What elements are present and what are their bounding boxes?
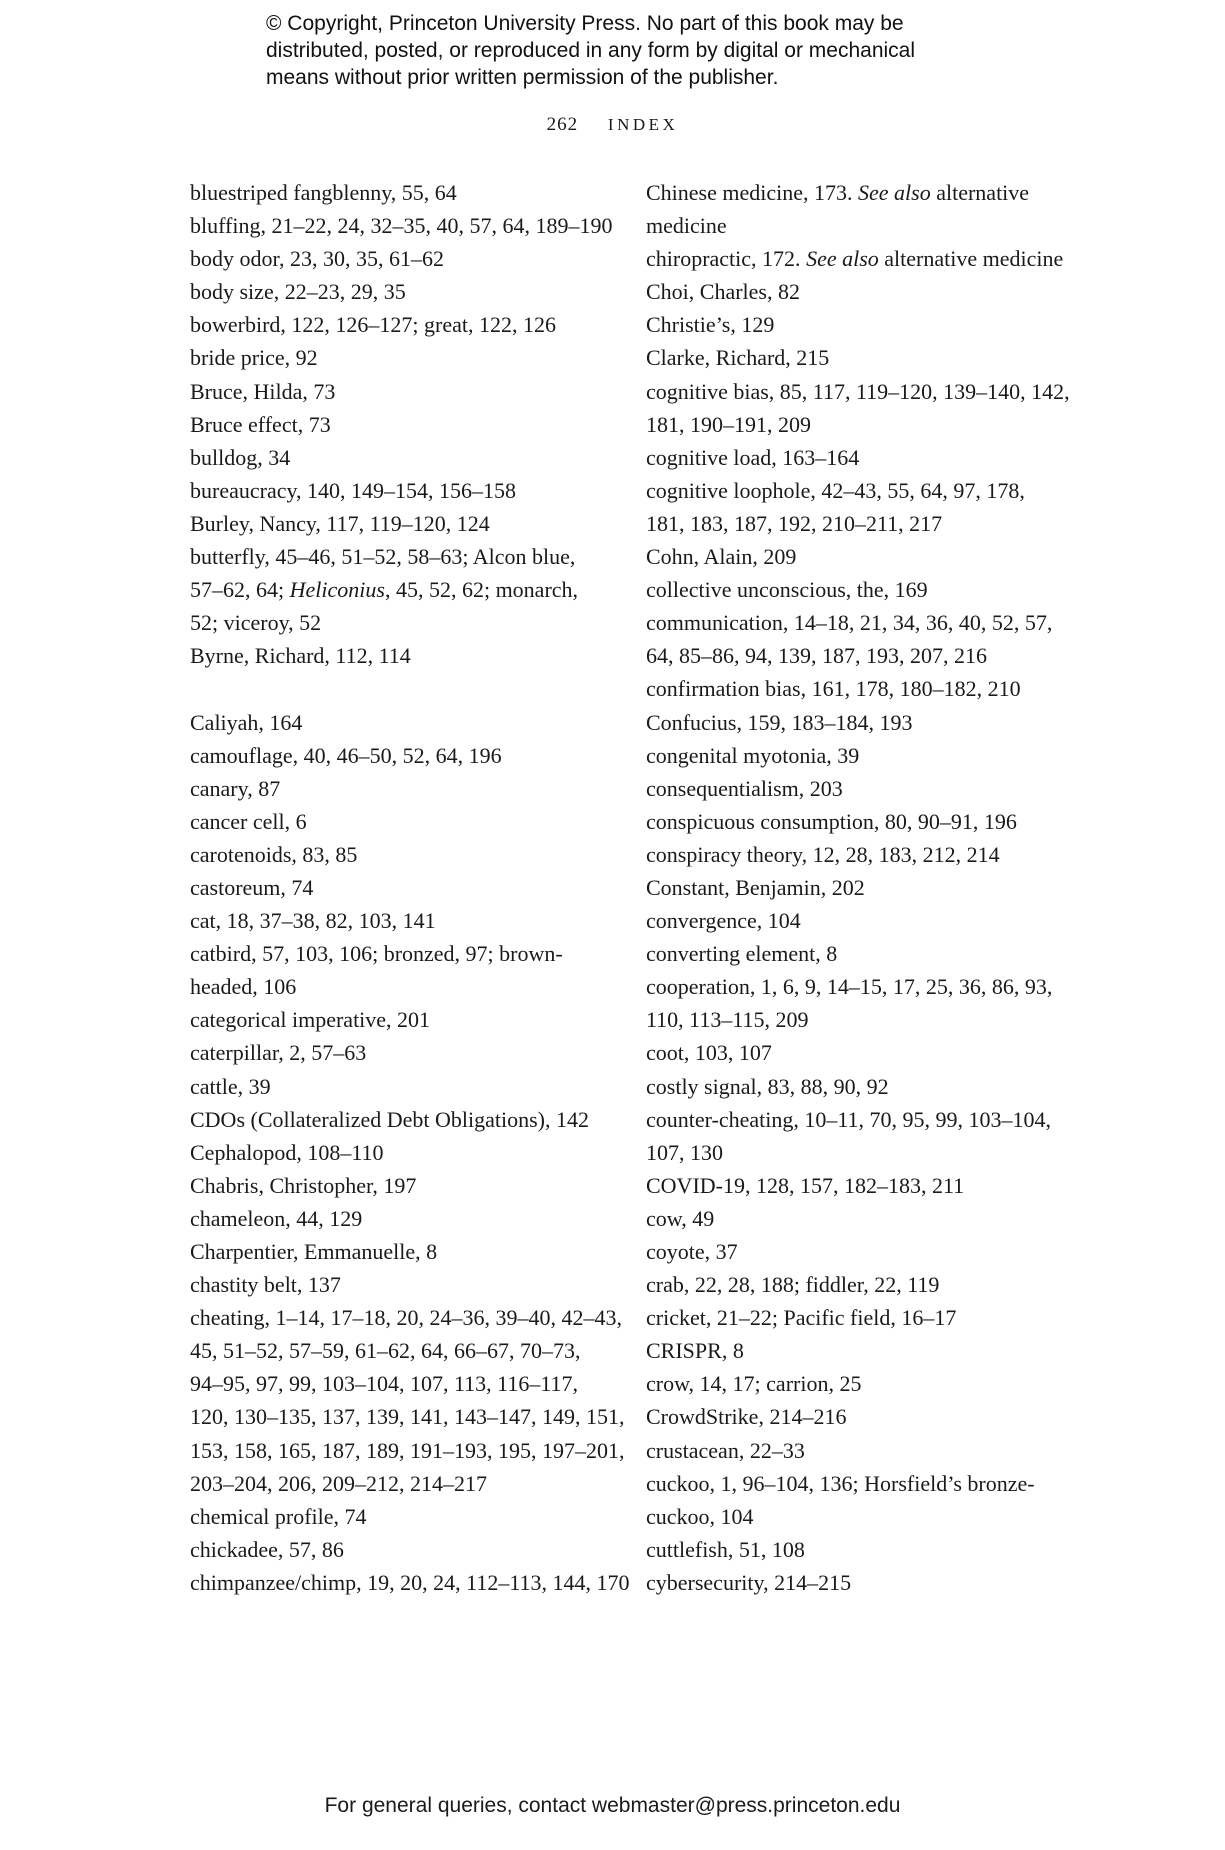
index-entry [190, 308, 610, 341]
index-entry [646, 573, 1066, 606]
index-entry-line: collective unconscious, the, 169 [646, 577, 928, 603]
index-entry-line: cybersecurity, 214–215 [646, 1569, 852, 1595]
index-entry [646, 1235, 1066, 1268]
italic-term: See also [806, 246, 879, 272]
index-entry-line: canary, 87 [190, 775, 281, 801]
index-entry-line: Constant, Benjamin, 202 [646, 874, 865, 900]
index-entry [646, 970, 1066, 1036]
index-entry [646, 474, 1066, 540]
index-entry-line: chiropractic, 172. See also alternative medicine [646, 246, 1064, 272]
index-entry-line: Byrne, Richard, 112, 114 [190, 643, 411, 669]
index-entry-line: confirmation bias, 161, 178, 180–182, 210 [646, 676, 1021, 702]
index-entry-line: chameleon, 44, 129 [190, 1205, 363, 1231]
index-entry-line: cognitive bias, 85, 117, 119–120, 139–140, 142, [646, 378, 1070, 404]
italic-term: Heliconius [289, 577, 385, 603]
index-entry-line: cheating, 1–14, 17–18, 20, 24–36, 39–40, 42–43, [190, 1305, 623, 1331]
index-entry [646, 1533, 1066, 1566]
index-entry-line: chimpanzee/chimp, 19, 20, 24, 112–113, 144, 170 [190, 1569, 630, 1595]
index-entry-line: Caliyah, 164 [190, 709, 303, 735]
index-entry-line: camouflage, 40, 46–50, 52, 64, 196 [190, 742, 502, 768]
index-entry [646, 375, 1070, 441]
index-column-left [190, 176, 630, 1599]
index-entry-line: Bruce effect, 73 [190, 411, 331, 437]
index-entry [190, 805, 610, 838]
index-entry-line: CrowdStrike, 214–216 [646, 1404, 847, 1430]
index-entry-line: carotenoids, 83, 85 [190, 841, 358, 867]
index-entry-line: bluffing, 21–22, 24, 32–35, 40, 57, 64, 189–190 [190, 213, 613, 239]
index-entry-line: crustacean, 22–33 [646, 1437, 805, 1463]
index-entry [190, 904, 610, 937]
index-entry-line: Confucius, 159, 183–184, 193 [646, 709, 913, 735]
index-entry-line: Christie’s, 129 [646, 312, 775, 338]
index-entry [190, 1070, 610, 1103]
index-entry-line: convergence, 104 [646, 908, 801, 934]
index-entry-line: 45, 51–52, 57–59, 61–62, 64, 66–67, 70–73, [190, 1338, 581, 1364]
copyright-notice [266, 10, 1026, 91]
index-entry-line: chickadee, 57, 86 [190, 1536, 344, 1562]
index-entry-line: Choi, Charles, 82 [646, 279, 800, 305]
index-entry [646, 308, 1066, 341]
index-entry-line: communication, 14–18, 21, 34, 36, 40, 52, 57, [646, 610, 1053, 636]
index-entry-line: medicine [646, 213, 727, 239]
index-entry [190, 706, 610, 739]
index-entry-line: bowerbird, 122, 126–127; great, 122, 126 [190, 312, 556, 338]
index-entry-line: Cephalopod, 108–110 [190, 1139, 384, 1165]
index-entry [646, 1400, 1066, 1433]
index-entry [646, 1334, 1066, 1367]
index-entry-line: 52; viceroy, 52 [190, 610, 322, 636]
index-entry-line: 107, 130 [646, 1139, 723, 1165]
index-entry-line: cognitive loophole, 42–43, 55, 64, 97, 178, [646, 477, 1025, 503]
index-entry-line: bride price, 92 [190, 345, 318, 371]
index-entry-line: 181, 190–191, 209 [646, 411, 811, 437]
index-entry-line: Cohn, Alain, 209 [646, 544, 797, 570]
index-entry-line: categorical imperative, 201 [190, 1007, 431, 1033]
footer-contact: For general queries, contact webmaster@press.princeton.edu [324, 1794, 901, 1817]
index-entry [190, 772, 610, 805]
index-entry [646, 1202, 1066, 1235]
copyright-line: © Copyright, Princeton University Press. No part of this book may be [266, 12, 904, 35]
index-entry [190, 1500, 610, 1533]
index-entry [190, 242, 610, 275]
index-entry [646, 242, 1066, 275]
index-entry-line: congenital myotonia, 39 [646, 742, 860, 768]
index-entry-line: consequentialism, 203 [646, 775, 843, 801]
index-column-right [646, 176, 1070, 1599]
index-entry [190, 1566, 630, 1599]
index-entry-line: Clarke, Richard, 215 [646, 345, 830, 371]
running-head [0, 114, 1225, 136]
index-entry-line: catbird, 57, 103, 106; bronzed, 97; brown- [190, 941, 563, 967]
index-entry-line: conspicuous consumption, 80, 90–91, 196 [646, 808, 1017, 834]
index-entry-line: 110, 113–115, 209 [646, 1007, 809, 1033]
index-entry [190, 1003, 610, 1036]
index-entry [646, 176, 1066, 242]
index-entry-line: castoreum, 74 [190, 874, 314, 900]
index-entry-line: cancer cell, 6 [190, 808, 307, 834]
index-entry-line: butterfly, 45–46, 51–52, 58–63; Alcon blue, [190, 544, 576, 570]
index-entry-line: converting element, 8 [646, 941, 838, 967]
index-entry [190, 1136, 610, 1169]
index-entry [646, 1367, 1066, 1400]
index-entry [646, 540, 1066, 573]
index-entry-line: 120, 130–135, 137, 139, 141, 143–147, 149, 151, [190, 1404, 625, 1430]
letter-gap [190, 672, 610, 705]
index-entry [646, 606, 1066, 672]
index-entry-line: Bruce, Hilda, 73 [190, 378, 336, 404]
index-entry [190, 275, 610, 308]
index-entry-line: 94–95, 97, 99, 103–104, 107, 113, 116–117, [190, 1371, 579, 1397]
index-entry-line: 181, 183, 187, 192, 210–211, 217 [646, 510, 943, 536]
index-entry-line: bluestriped fangblenny, 55, 64 [190, 180, 457, 205]
index-entry [646, 1434, 1066, 1467]
index-entry [646, 904, 1066, 937]
copyright-line: means without prior written permission of the publisher. [266, 66, 779, 89]
index-entry [190, 540, 610, 639]
index-entry-line: cow, 49 [646, 1205, 715, 1231]
index-entry [646, 1036, 1066, 1069]
page-number: 262 [546, 114, 579, 135]
index-entry-line: body size, 22–23, 29, 35 [190, 279, 406, 305]
index-entry-line: Chabris, Christopher, 197 [190, 1172, 417, 1198]
index-entry-line: bureaucracy, 140, 149–154, 156–158 [190, 477, 517, 503]
index-entry [646, 1301, 1066, 1334]
index-entry-line: 64, 85–86, 94, 139, 187, 193, 207, 216 [646, 643, 987, 669]
index-entry-line: CRISPR, 8 [646, 1338, 744, 1364]
index-entry [646, 1169, 1066, 1202]
index-entry [190, 1103, 610, 1136]
index-entry-line: counter-cheating, 10–11, 70, 95, 99, 103–104, [646, 1106, 1052, 1132]
index-entry-line: coot, 103, 107 [646, 1040, 772, 1066]
index-entry [190, 408, 610, 441]
index-entry-line: cuckoo, 104 [646, 1503, 754, 1529]
index-entry-line: cattle, 39 [190, 1073, 271, 1099]
index-entry [190, 209, 613, 242]
index-entry [646, 805, 1066, 838]
index-entry [646, 937, 1066, 970]
index-entry-line: cuttlefish, 51, 108 [646, 1536, 805, 1562]
index-entry [646, 1566, 1066, 1599]
index-entry-line: Charpentier, Emmanuelle, 8 [190, 1239, 438, 1264]
index-entry-line: bulldog, 34 [190, 444, 291, 470]
copyright-line: distributed, posted, or reproduced in any form by digital or mechanical [266, 39, 916, 62]
index-entry [646, 706, 1066, 739]
index-entry [190, 341, 610, 374]
index-entry [190, 176, 610, 209]
index-entry-line: crab, 22, 28, 188; fiddler, 22, 119 [646, 1272, 940, 1298]
index-entry-line: conspiracy theory, 12, 28, 183, 212, 214 [646, 841, 1000, 867]
index-entry [190, 1533, 610, 1566]
index-entry [646, 341, 1066, 374]
italic-term: See also [858, 180, 931, 205]
index-entry [646, 772, 1066, 805]
index-entry [190, 871, 610, 904]
index-entry [646, 838, 1066, 871]
index-entry [646, 1467, 1066, 1533]
index-entry-line: caterpillar, 2, 57–63 [190, 1040, 367, 1066]
index-entry [190, 375, 610, 408]
index-entry [190, 1235, 610, 1268]
index-entry [646, 871, 1066, 904]
index-entry [190, 739, 610, 772]
index-entry [646, 275, 1066, 308]
index-entry-line: cuckoo, 1, 96–104, 136; Horsfield’s bronze- [646, 1470, 1035, 1496]
index-entry-line: body odor, 23, 30, 35, 61–62 [190, 246, 444, 272]
index-entry-line: 203–204, 206, 209–212, 214–217 [190, 1470, 487, 1496]
index-entry-line: 153, 158, 165, 187, 189, 191–193, 195, 197–201, [190, 1437, 625, 1463]
index-entry [190, 1301, 625, 1500]
index-entry [190, 507, 610, 540]
index-entry [190, 1202, 610, 1235]
section-title: INDEX [607, 115, 679, 134]
index-entry-line: crow, 14, 17; carrion, 25 [646, 1371, 862, 1397]
index-entry [190, 838, 610, 871]
index-entry [190, 474, 610, 507]
index-entry [646, 1070, 1066, 1103]
index-entry-line: Burley, Nancy, 117, 119–120, 124 [190, 510, 490, 536]
index-entry [646, 739, 1066, 772]
index-entry-line: costly signal, 83, 88, 90, 92 [646, 1073, 889, 1099]
index-entry-line: coyote, 37 [646, 1239, 738, 1264]
index-entry-line: headed, 106 [190, 974, 297, 1000]
index-entry-line: Chinese medicine, 173. See also alternative [646, 180, 1030, 205]
index-entry [190, 441, 610, 474]
index-entry-line: cognitive load, 163–164 [646, 444, 860, 470]
index-entry [190, 1169, 610, 1202]
index-entry [646, 1268, 1066, 1301]
index-entry [190, 1036, 610, 1069]
index-entry-line: CDOs (Collateralized Debt Obligations), 142 [190, 1106, 589, 1132]
index-entry-line: chemical profile, 74 [190, 1503, 367, 1529]
index-entry [646, 1103, 1066, 1169]
index-entry-line: chastity belt, 137 [190, 1272, 341, 1298]
index-entry-line: cat, 18, 37–38, 82, 103, 141 [190, 908, 436, 934]
index-entry [646, 672, 1066, 705]
index-entry [646, 441, 1066, 474]
index-entry-line: COVID-19, 128, 157, 182–183, 211 [646, 1172, 965, 1198]
index-entry [190, 1268, 610, 1301]
index-entry [190, 639, 610, 672]
index-entry-line: cricket, 21–22; Pacific field, 16–17 [646, 1305, 957, 1331]
index-entry [190, 937, 610, 1003]
index-entry-line: cooperation, 1, 6, 9, 14–15, 17, 25, 36, 86, 93, [646, 974, 1053, 1000]
index-entry-line: 57–62, 64; Heliconius, 45, 52, 62; monarch, [190, 577, 579, 603]
